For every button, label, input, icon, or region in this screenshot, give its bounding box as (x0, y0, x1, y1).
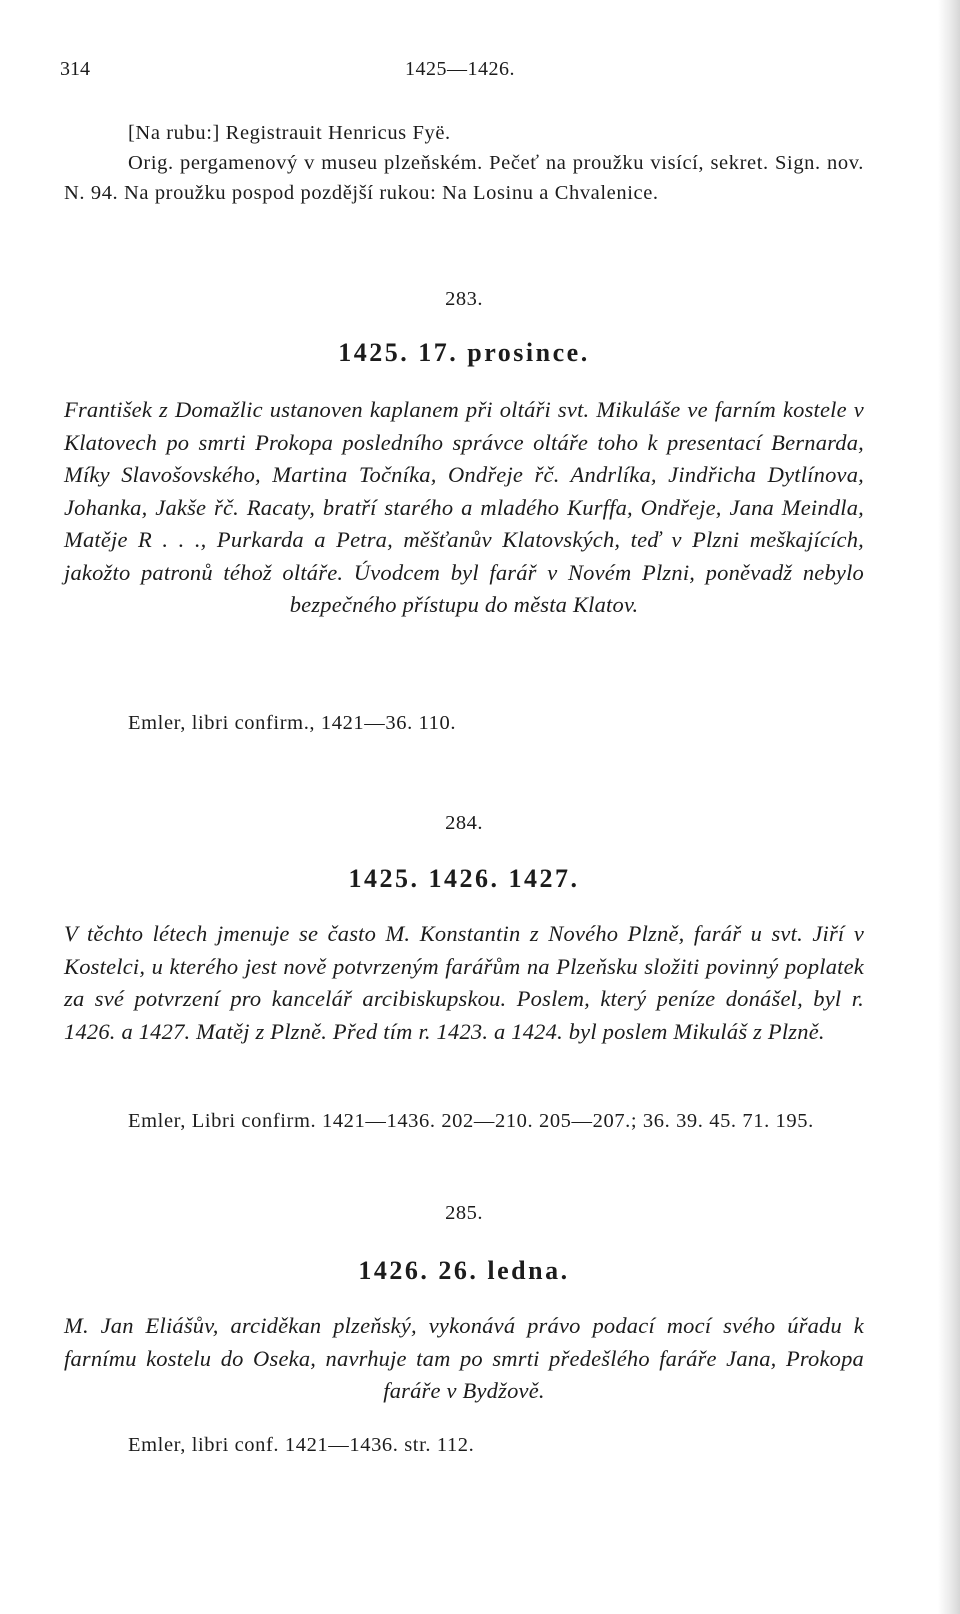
entry-source: Emler, Libri confirm. 1421—1436. 202—210. 205—207.; 36. 39. 45. 71. 195. (128, 1110, 814, 1132)
entry-regest-block (64, 394, 864, 622)
entry-source: Emler, libri conf. 1421—1436. str. 112. (128, 1434, 475, 1456)
page-number: 314 (60, 58, 90, 80)
page-edge-shadow (938, 0, 960, 1614)
entry-number: 283. (445, 288, 483, 310)
entry-regest-block (64, 1310, 864, 1408)
running-head-years: 1425—1426. (405, 58, 515, 80)
entry-regest: V těchto létech jmenuje se často M. Konstantin z Nového Plzně, farář u svt. Jiří v Kostelci, u kterého jest nově potvrzeným farářům na Plzeňsku složiti povinný poplatek za své potvrzení pro kancelář arcibiskupskou. Poslem, který peníze donášel, byl r. 1426. a 1427. Matěj z Plzně. Před tím r. 1423. a 1424. byl poslem Mikuláš z Plzně. (64, 921, 864, 1044)
entry-date: 1425. 17. prosince. (338, 338, 590, 367)
entry-regest: František z Domažlic ustanoven kaplanem při oltáři svt. Mikuláše ve farním kostele v Klatovech po smrti Prokopa posledního správce oltáře toho k presentací Bernarda, Míky Slavošovského, Martina Točníka, Ondřeje řč. Andrlíka, Jindřicha Dytlínova, Johanka, Jakše řč. Racaty, bratří starého a mladého Kurffa, Ondřeje, Jana Meindla, Matěje R . . ., Purkarda a Petra, měšťanův Klatovských, teď v Plzni meškajících, jakožto patronů téhož oltáře. Úvodcem byl farář v Novém Plzni, poněvadž nebylo bezpečného přístupu do města Klatov. (64, 397, 864, 617)
entry-regest: M. Jan Eliášův, arciděkan plzeňský, vykonává právo podací mocí svého úřadu k farnímu kostelu do Oseka, navrhuje tam po smrti předešlého faráře Jana, Prokopa faráře v Bydžově. (64, 1313, 864, 1403)
entry-source: Emler, libri confirm., 1421—36. 110. (128, 712, 457, 734)
archival-note: Orig. pergamenový v museu plzeňském. Pečeť na proužku visící, sekret. Sign. nov. N. 94. Na proužku pospod pozdější rukou: Na Losinu a Chvalenice. (64, 152, 864, 204)
entry-number: 284. (445, 812, 483, 834)
entry-date: 1425. 1426. 1427. (348, 864, 580, 893)
entry-regest-block (64, 918, 864, 1048)
preceding-entry-note (64, 118, 864, 208)
running-head (60, 58, 860, 88)
entry-number: 285. (445, 1202, 483, 1224)
registration-note: [Na rubu:] Registrauit Henricus Fyë. (128, 122, 451, 144)
entry-date: 1426. 26. ledna. (358, 1256, 570, 1285)
